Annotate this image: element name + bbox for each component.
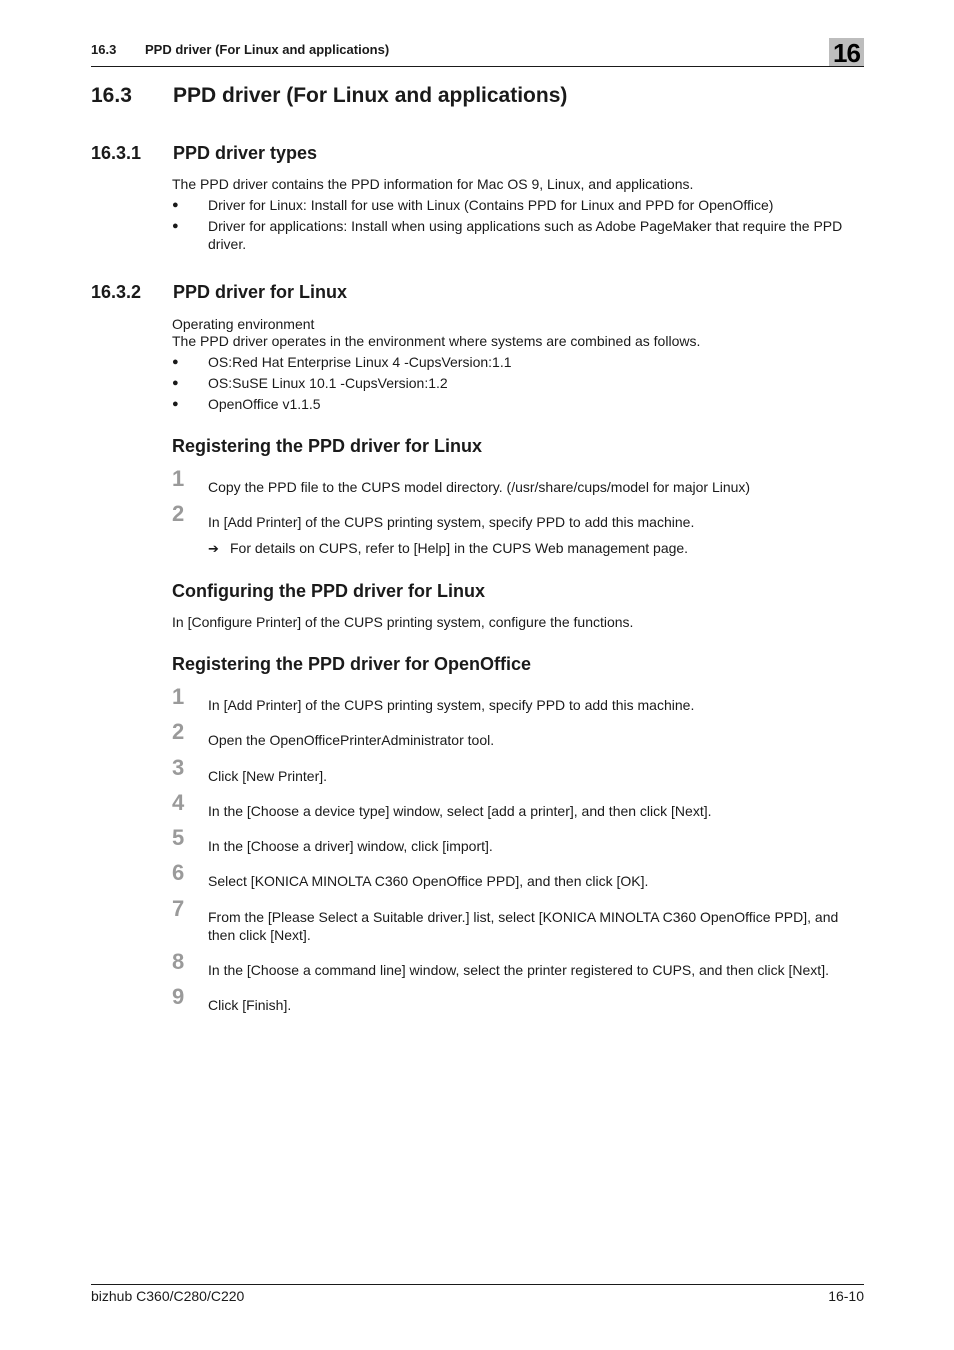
step-number: 7 [172,896,185,921]
step-text: In the [Choose a command line] window, select the printer registered to CUPS, and then click [Next]. [208,962,829,978]
step-text: In the [Choose a driver] window, click [import]. [208,838,493,854]
operating-environment-intro: The PPD driver operates in the environment where systems are combined as follows. [172,333,701,349]
step-number: 3 [172,755,185,780]
step-text: Select [KONICA MINOLTA C360 OpenOffice PPD], and then click [OK]. [208,873,649,889]
header-section-title: PPD driver (For Linux and applications) [145,42,390,57]
step-item [172,825,862,855]
step-number: 2 [172,501,185,526]
step-text: In the [Choose a device type] window, select [add a printer], and then click [Next]. [208,803,712,819]
step-text: Open the OpenOfficePrinterAdministrator tool. [208,732,495,748]
bullet-dot-icon: ● [172,398,179,410]
bullet-dot-icon: ● [172,377,179,389]
heading-register-openoffice: Registering the PPD driver for OpenOffice [172,654,532,674]
list-item-text: OpenOffice v1.1.5 [208,396,321,412]
step-text: Copy the PPD file to the CUPS model directory. (/usr/share/cups/model for major Linux) [208,479,751,495]
heading-number: 16.3.1 [91,143,142,163]
page-footer [91,1284,864,1304]
step-number: 5 [172,825,185,850]
operating-environment-label: Operating environment [172,316,315,332]
heading-ppd-driver-for-linux [91,282,347,303]
page-title-number: 16.3 [91,84,132,107]
step-number: 6 [172,860,185,885]
step-note [208,539,688,558]
step-number: 2 [172,719,185,744]
step-item [172,755,862,785]
arrow-right-icon: ➔ [208,541,219,556]
step-item [172,984,862,1014]
heading-register-linux: Registering the PPD driver for Linux [172,436,483,456]
heading-text: PPD driver types [173,143,318,163]
heading-text: PPD driver for Linux [173,282,348,302]
step-number: 1 [172,466,185,491]
page-title [91,84,567,108]
step-number: 9 [172,984,185,1009]
step-text: Click [New Printer]. [208,768,328,784]
heading-number: 16.3.2 [91,282,142,302]
header-section-number: 16.3 [91,42,117,57]
running-header [91,36,864,67]
step-item [172,790,862,820]
bullet-dot-icon: ● [172,199,179,211]
list-item [172,353,862,371]
list-item-text: OS:Red Hat Enterprise Linux 4 -CupsVersion:1.1 [208,354,512,370]
step-item [172,896,862,944]
list-item-text: OS:SuSE Linux 10.1 -CupsVersion:1.2 [208,375,448,391]
step-note-text: For details on CUPS, refer to [Help] in the CUPS Web management page. [230,540,689,556]
footer-model: bizhub C360/C280/C220 [91,1288,245,1304]
step-item [172,684,862,714]
step-item [172,949,862,979]
list-item [172,395,862,413]
step-text: From the [Please Select a Suitable driver.] list, select [KONICA MINOLTA C360 OpenOffice PPD], and then click [Next]. [208,909,839,943]
heading-configure-linux: Configuring the PPD driver for Linux [172,581,486,601]
step-text: Click [Finish]. [208,997,292,1013]
heading-ppd-driver-types [91,143,317,164]
chapter-badge: 16 [829,38,864,66]
step-item [172,501,862,531]
step-number: 1 [172,684,185,709]
step-item [172,860,862,890]
list-item-text: Driver for applications: Install when using applications such as Adobe PageMaker that require the PPD driver. [208,218,843,252]
types-intro: The PPD driver contains the PPD information for Mac OS 9, Linux, and applications. [172,176,694,192]
page-title-text: PPD driver (For Linux and applications) [173,84,568,107]
step-text: In [Add Printer] of the CUPS printing system, specify PPD to add this machine. [208,514,695,530]
list-item [172,374,862,392]
step-number: 8 [172,949,185,974]
step-item [172,719,862,749]
footer-page-number: 16-10 [828,1288,864,1304]
configure-linux-text: In [Configure Printer] of the CUPS printing system, configure the functions. [172,614,634,630]
bullet-dot-icon: ● [172,220,179,232]
list-item [172,196,862,214]
step-item [172,466,862,496]
step-number: 4 [172,790,185,815]
bullet-dot-icon: ● [172,356,179,368]
list-item [172,217,862,253]
step-text: In [Add Printer] of the CUPS printing system, specify PPD to add this machine. [208,697,695,713]
list-item-text: Driver for Linux: Install for use with Linux (Contains PPD for Linux and PPD for OpenOffice) [208,197,774,213]
